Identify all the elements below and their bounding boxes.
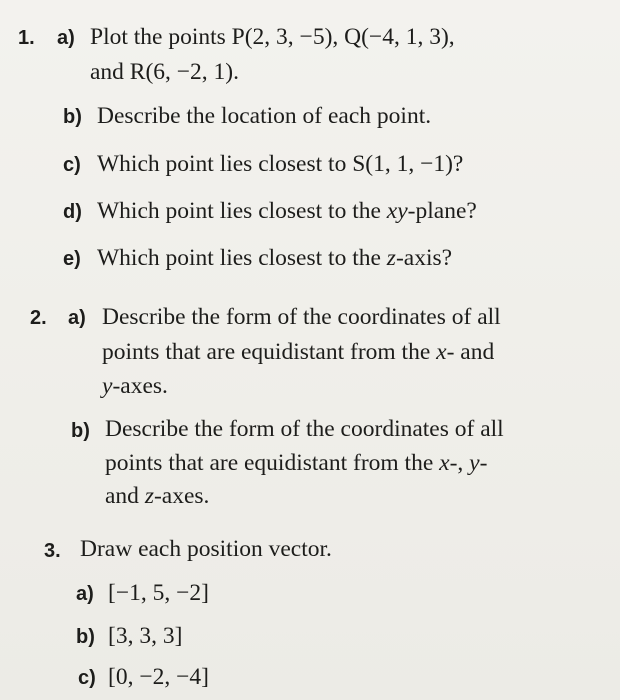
question-1c-text: Which point lies closest to S(1, 1, −1)? bbox=[97, 151, 464, 177]
question-2b-label: b) bbox=[71, 420, 90, 442]
question-2a-text-line1: Describe the form of the coordinates of all bbox=[102, 304, 501, 330]
question-1e-label: e) bbox=[63, 248, 81, 270]
question-2b-text-line3: and z-axes. bbox=[105, 483, 210, 509]
question-2-number: 2. bbox=[30, 307, 47, 329]
question-3b-label: b) bbox=[76, 626, 95, 648]
question-3b-vector: [3, 3, 3] bbox=[108, 623, 183, 649]
question-3c-vector: [0, −2, −4] bbox=[108, 664, 209, 690]
question-3c-label: c) bbox=[78, 667, 96, 689]
question-3a-label: a) bbox=[76, 583, 94, 605]
question-1d-text: Which point lies closest to the xy-plane? bbox=[97, 198, 477, 224]
question-1-number: 1. bbox=[18, 27, 35, 49]
question-2a-text-line3: y-axes. bbox=[102, 373, 168, 399]
question-1b-text: Describe the location of each point. bbox=[97, 103, 432, 129]
question-1c-label: c) bbox=[63, 154, 81, 176]
question-3-text: Draw each position vector. bbox=[80, 536, 332, 562]
question-1a-label: a) bbox=[57, 27, 75, 49]
question-3-number: 3. bbox=[44, 540, 61, 562]
question-3a-vector: [−1, 5, −2] bbox=[108, 580, 209, 606]
question-1a-text-line1: Plot the points P(2, 3, −5), Q(−4, 1, 3), bbox=[90, 24, 455, 50]
question-2a-label: a) bbox=[68, 307, 86, 329]
question-2a-text-line2: points that are equidistant from the x- and bbox=[102, 339, 495, 365]
question-1a-text-line2: and R(6, −2, 1). bbox=[90, 59, 240, 85]
question-1b-label: b) bbox=[63, 106, 82, 128]
question-1e-text: Which point lies closest to the z-axis? bbox=[97, 245, 453, 271]
question-1d-label: d) bbox=[63, 201, 82, 223]
question-2b-text-line2: points that are equidistant from the x-, y- bbox=[105, 450, 488, 476]
question-2b-text-line1: Describe the form of the coordinates of all bbox=[105, 416, 504, 442]
